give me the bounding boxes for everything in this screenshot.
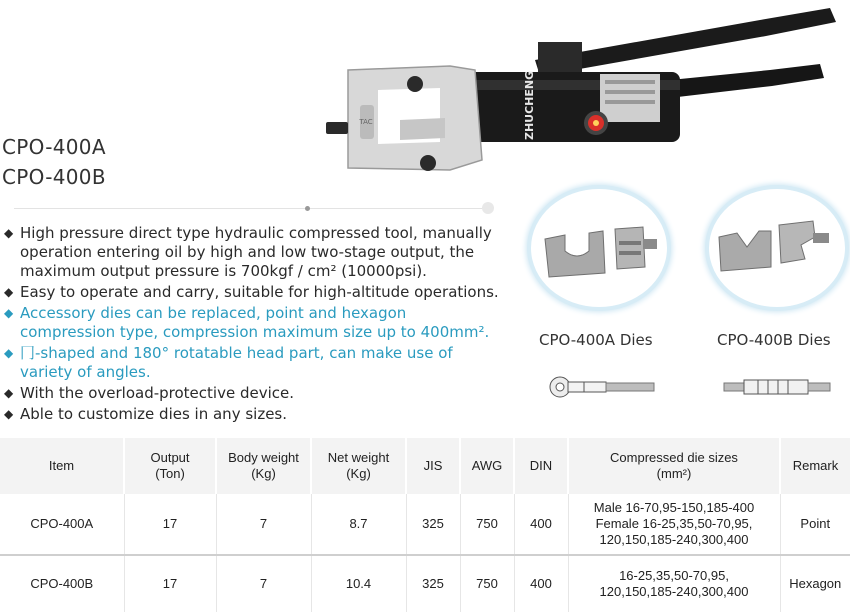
feature-text: With the overload-protective device. [20, 384, 294, 402]
cell-item: CPO-400A [0, 494, 124, 555]
handle-upper [535, 8, 836, 76]
feature-text: High pressure direct type hydraulic compressed tool, manually operation entering oil by high and low two-stage output, the maximum output pressure is 700kgf / cm² (10000psi). [20, 224, 492, 280]
table-row [0, 494, 850, 555]
feature-text: 冂-shaped and 180° rotatable head part, can make use of variety of angles. [20, 344, 453, 381]
diamond-bullet-icon: ◆ [4, 226, 14, 240]
die-a-icon [531, 189, 667, 307]
cell-item: CPO-400B [0, 555, 124, 612]
col-header-jis: JIS [406, 438, 460, 494]
model-name-a: CPO-400A [2, 135, 106, 159]
diamond-bullet-icon: ◆ [4, 386, 14, 400]
brand-logo: ZHUCHENG [523, 70, 536, 140]
col-header-din: DIN [514, 438, 568, 494]
model-name-b: CPO-400B [2, 165, 106, 189]
col-header-awg: AWG [460, 438, 514, 494]
cell-output: 17 [124, 555, 216, 612]
feature-item [4, 283, 504, 302]
cell-body-weight: 7 [216, 555, 311, 612]
feature-item [4, 405, 504, 424]
spec-table [0, 438, 850, 612]
cell-jis: 325 [406, 555, 460, 612]
diamond-bullet-icon: ◆ [4, 306, 14, 320]
tool-head [326, 66, 482, 171]
table-header-row [0, 438, 850, 494]
col-header-die-sizes: Compressed die sizes (mm²) [568, 438, 780, 494]
svg-text:TAC: TAC [359, 118, 373, 126]
col-header-item: Item [0, 438, 124, 494]
feature-item [4, 384, 504, 403]
cell-body-weight: 7 [216, 494, 311, 555]
die-a-label: CPO-400A Dies [539, 331, 653, 349]
col-header-body-weight: Body weight (Kg) [216, 438, 311, 494]
cable-sleeve-b-icon [722, 376, 832, 398]
cell-din: 400 [514, 555, 568, 612]
die-a-image [531, 189, 667, 307]
cell-din: 400 [514, 494, 568, 555]
diamond-bullet-icon: ◆ [4, 285, 14, 299]
section-divider [14, 208, 492, 209]
feature-list [4, 224, 504, 426]
cell-awg: 750 [460, 555, 514, 612]
cell-output: 17 [124, 494, 216, 555]
col-header-output: Output (Ton) [124, 438, 216, 494]
col-header-remark: Remark [780, 438, 850, 494]
die-b-image [709, 189, 845, 307]
feature-text: Accessory dies can be replaced, point and hexagon compression type, compression maximum size up to 400mm². [20, 304, 490, 341]
feature-item [4, 304, 504, 342]
cell-die-sizes: 16-25,35,50-70,95, 120,150,185-240,300,400 [568, 555, 780, 612]
cell-die-sizes: Male 16-70,95-150,185-400 Female 16-25,35,50-70,95, 120,150,185-240,300,400 [568, 494, 780, 555]
diamond-bullet-icon: ◆ [4, 407, 14, 421]
hydraulic-tool-image [300, 0, 850, 200]
col-header-net-weight: Net weight (Kg) [311, 438, 406, 494]
cell-remark: Hexagon [780, 555, 850, 612]
divider-end-knob [482, 202, 494, 214]
cable-lug-a-icon [548, 374, 658, 400]
cell-jis: 325 [406, 494, 460, 555]
feature-text: Able to customize dies in any sizes. [20, 405, 288, 423]
cell-net-weight: 10.4 [311, 555, 406, 612]
divider-dot [305, 206, 310, 211]
cell-net-weight: 8.7 [311, 494, 406, 555]
die-b-icon [709, 189, 845, 307]
tool-body [460, 72, 680, 142]
cell-awg: 750 [460, 494, 514, 555]
feature-item [4, 344, 504, 382]
feature-text: Easy to operate and carry, suitable for high-altitude operations. [20, 283, 499, 301]
table-row [0, 555, 850, 612]
die-b-label: CPO-400B Dies [717, 331, 831, 349]
feature-item [4, 224, 504, 281]
diamond-bullet-icon: ◆ [4, 346, 14, 360]
cell-remark: Point [800, 516, 831, 531]
overload-valve [584, 111, 608, 135]
